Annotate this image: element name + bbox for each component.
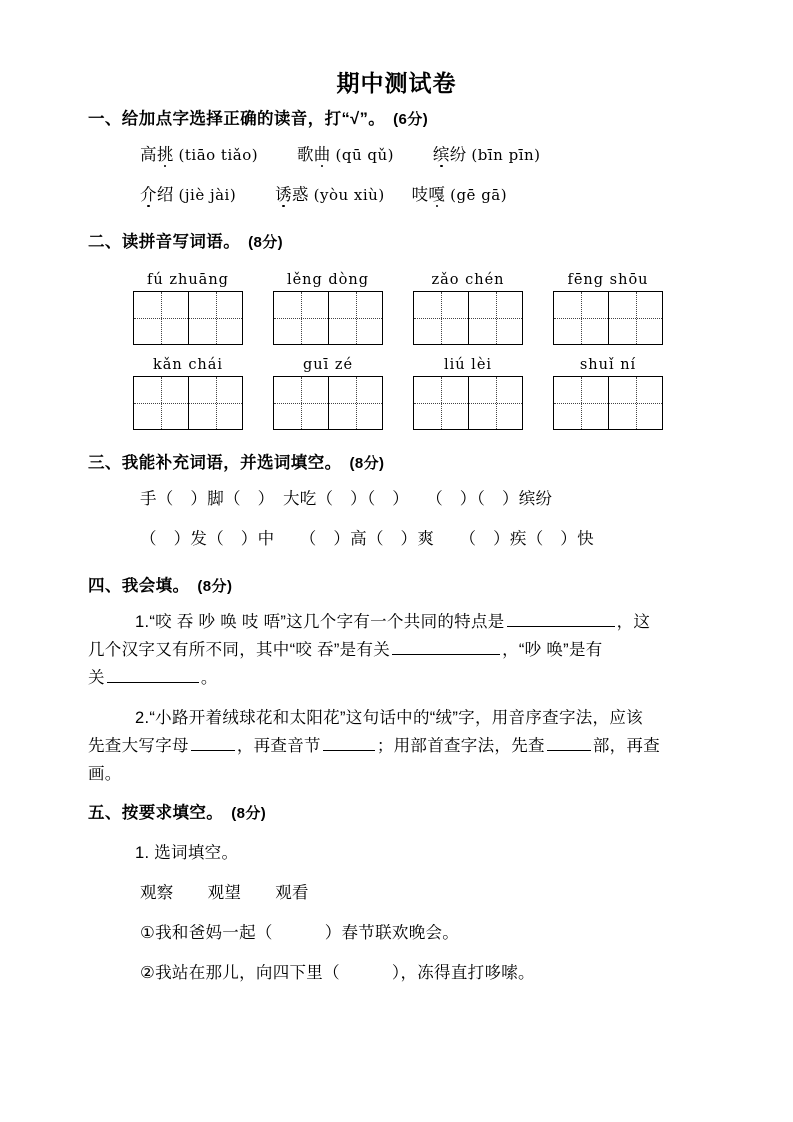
section-4-question-2-line-1: [0, 704, 793, 732]
item-marker: ②: [140, 964, 156, 982]
writing-grid[interactable]: [133, 376, 243, 430]
question-1-text-b: 几个汉字又有所不同，其中“咬 吞”是有关: [88, 641, 391, 659]
pinyin-choice-3[interactable]: (bīn pīn): [471, 146, 541, 164]
section-3-title: 三、我能补充词语，并选词填空。: [88, 454, 342, 472]
pinyin-choice-5[interactable]: (yòu xiù): [313, 186, 385, 204]
grid-cell[interactable]: [274, 377, 328, 429]
pinyin-label: zǎo chén: [431, 272, 505, 288]
page-title: 期中测试卷: [336, 70, 457, 96]
writing-grid[interactable]: [553, 376, 663, 430]
grid-cell[interactable]: [414, 292, 468, 344]
pinyin-grid-item: [538, 272, 678, 345]
word-bank: [0, 879, 793, 907]
word-gequ: 歌曲: [296, 146, 331, 164]
section-1-line-2: [0, 181, 793, 209]
pinyin-choice-1[interactable]: (tiāo tiǎo): [178, 146, 259, 164]
pinyin-label: shuǐ ní: [579, 357, 637, 373]
word-bank-option-2[interactable]: 观望: [207, 884, 242, 902]
section-1-line-1: [0, 141, 793, 169]
answer-blank[interactable]: [392, 639, 500, 655]
answer-blank[interactable]: [191, 735, 235, 751]
section-1-title: 一、给加点字选择正确的读音，打“√”。: [88, 110, 386, 128]
section-heading-3: [0, 450, 793, 477]
pinyin-grid-row-2: [0, 357, 793, 430]
pinyin-grid-item: [258, 272, 398, 345]
word-jieshao: 介绍: [140, 186, 174, 204]
question-1-text-c: ，“吵 唤”是有: [502, 641, 603, 659]
grid-cell[interactable]: [328, 292, 382, 344]
item-1-pre: 我和爸妈一起（: [155, 924, 273, 942]
question-1-text-a: “咬 吞 吵 唤 吱 唔”这几个字有一个共同的特点是: [149, 613, 505, 631]
question-1-period: 。: [200, 669, 218, 687]
word-binfen: 缤纷: [432, 146, 467, 164]
section-4-question-1-line-1: [0, 608, 793, 636]
pinyin-grid-row-1: [0, 272, 793, 345]
pinyin-label: kǎn chái: [152, 357, 224, 373]
pinyin-label: guī zé: [302, 357, 354, 373]
item-1-post: ）春节联欢晚会。: [324, 924, 460, 942]
grid-cell[interactable]: [134, 292, 188, 344]
pinyin-label: fú zhuāng: [147, 272, 229, 288]
question-2-text-f: 画。: [88, 765, 122, 783]
item-marker: ①: [140, 924, 156, 942]
grid-cell[interactable]: [414, 377, 468, 429]
pinyin-grid-item: [118, 357, 258, 430]
answer-blank[interactable]: [323, 735, 375, 751]
question-number: 2.: [135, 709, 150, 727]
writing-grid[interactable]: [413, 291, 523, 345]
question-1-tail: ，这: [616, 613, 651, 631]
section-3-line-1[interactable]: 手（ ）脚（ ） 大吃（ ）（ ） （ ）（ ）缤纷: [140, 490, 553, 508]
question-2-text-e: 部，再查: [592, 737, 661, 755]
writing-grid[interactable]: [273, 376, 383, 430]
section-4-question-2-line-3: [0, 760, 793, 788]
grid-cell[interactable]: [554, 292, 608, 344]
pinyin-choice-6[interactable]: (gē gā): [450, 186, 508, 204]
grid-cell[interactable]: [328, 377, 382, 429]
grid-cell[interactable]: [134, 377, 188, 429]
pinyin-choice-4[interactable]: (jiè jài): [178, 186, 237, 204]
section-heading-2: [0, 229, 793, 256]
question-2-text-c: ，再查音节: [236, 737, 321, 755]
grid-cell[interactable]: [468, 377, 522, 429]
word-bank-option-3[interactable]: 观看: [275, 884, 309, 902]
pinyin-label: liú lèi: [443, 357, 493, 373]
question-2-text-b: 先查大写字母: [88, 737, 189, 755]
item-2-pre: 我站在那儿，向四下里（: [155, 964, 340, 982]
grid-cell[interactable]: [468, 292, 522, 344]
writing-grid[interactable]: [273, 291, 383, 345]
pinyin-label: fēng shōu: [567, 272, 649, 288]
section-heading-1: [0, 106, 793, 133]
grid-cell[interactable]: [608, 377, 662, 429]
grid-cell[interactable]: [188, 292, 242, 344]
word-bank-option-1[interactable]: 观察: [140, 884, 174, 902]
word-zhiga: 吱嘎: [411, 186, 446, 204]
section-4-question-1-line-3: [0, 664, 793, 692]
grid-cell[interactable]: [554, 377, 608, 429]
grid-cell[interactable]: [188, 377, 242, 429]
answer-blank[interactable]: [507, 611, 615, 627]
question-number: 1.: [135, 613, 150, 631]
section-3-line-2[interactable]: （ ）发（ ）中 （ ）高（ ）爽 （ ）疾（ ）快: [140, 530, 594, 548]
section-4-question-1-line-2: [0, 636, 793, 664]
section-1-points: (6分): [393, 111, 429, 128]
section-5-question-1-label: 1. 选词填空。: [135, 844, 239, 862]
question-2-text-a: “小路开着绒球花和太阳花”这句话中的“绒”字，用音序查字法，应该: [149, 709, 643, 727]
section-2-points: (8分): [248, 234, 284, 251]
writing-grid[interactable]: [413, 376, 523, 430]
section-5-item-1: [0, 919, 793, 947]
word-gaotiao: 高挑: [140, 146, 174, 164]
section-heading-4: [0, 573, 793, 600]
answer-blank[interactable]: [547, 735, 591, 751]
writing-grid[interactable]: [553, 291, 663, 345]
item-2-post: ），冻得直打哆嗦。: [391, 964, 535, 982]
pinyin-grid-item: [398, 357, 538, 430]
section-5-item-2: [0, 959, 793, 987]
section-heading-5: [0, 800, 793, 827]
question-2-text-d: ；用部首查字法，先查: [376, 737, 545, 755]
section-2-title: 二、读拼音写词语。: [88, 233, 241, 251]
writing-grid[interactable]: [133, 291, 243, 345]
section-4-points: (8分): [197, 578, 233, 595]
pinyin-grid-item: [258, 357, 398, 430]
answer-blank[interactable]: [107, 667, 199, 683]
pinyin-grid-item: [538, 357, 678, 430]
grid-cell[interactable]: [608, 292, 662, 344]
section-3-points: (8分): [349, 455, 385, 472]
grid-cell[interactable]: [274, 292, 328, 344]
section-4-question-2-line-2: [0, 732, 793, 760]
pinyin-grid-item: [118, 272, 258, 345]
section-5-title: 五、按要求填空。: [88, 804, 224, 822]
word-youhuo: 诱惑: [275, 186, 309, 204]
pinyin-label: lěng dòng: [286, 272, 370, 288]
pinyin-grid-item: [398, 272, 538, 345]
section-4-title: 四、我会填。: [88, 577, 190, 595]
section-5-points: (8分): [231, 805, 267, 822]
pinyin-choice-2[interactable]: (qū qǔ): [335, 146, 394, 164]
question-1-text-d: 关: [88, 669, 105, 687]
